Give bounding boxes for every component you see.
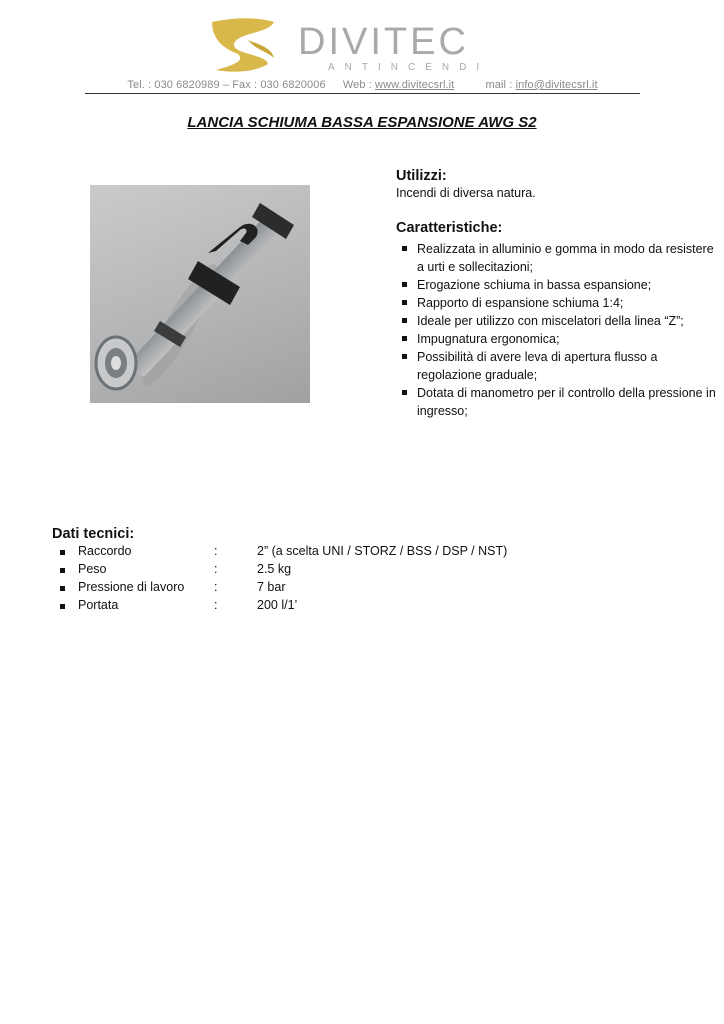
table-row [52, 544, 508, 562]
tech-separator: : [214, 544, 218, 558]
bullet-icon [60, 604, 65, 609]
mail-link[interactable]: info@divitecsrl.it [515, 79, 598, 91]
web-label: Web : [342, 79, 372, 91]
list-item: Realizzata in alluminio e gomma in modo da resistere a urti e sollecitazioni; [396, 240, 716, 276]
tech-value: 7 bar [257, 580, 286, 594]
bullet-icon [60, 586, 65, 591]
table-row [52, 598, 298, 616]
web-link[interactable]: www.divitecsrl.it [375, 79, 455, 91]
product-photo [90, 185, 310, 403]
table-row [52, 580, 286, 598]
bullet-icon [60, 550, 65, 555]
tech-value: 2.5 kg [257, 562, 292, 576]
tech-label: Portata [78, 598, 119, 612]
logo-text: DIVITEC [298, 21, 469, 63]
technical-data [52, 526, 508, 616]
logo-swoosh-icon [212, 18, 274, 71]
tech-value: 200 l/1’ [257, 598, 298, 612]
divitec-logo [208, 14, 508, 76]
features-heading: Caratteristiche: [396, 220, 503, 236]
page-title: LANCIA SCHIUMA BASSA ESPANSIONE AWG S2 [187, 114, 537, 131]
table-row [52, 562, 292, 580]
list-item: Rapporto di espansione schiuma 1:4; [396, 294, 716, 312]
logo-graphic [208, 14, 508, 76]
tech-value: 2” (a scelta UNI / STORZ / BSS / DSP / NST) [257, 544, 508, 558]
tech-heading: Dati tecnici: [52, 526, 135, 542]
bullet-icon [60, 568, 65, 573]
list-item: Ideale per utilizzo con miscelatori della linea “Z”; [396, 312, 716, 330]
list-item: Impugnatura ergonomica; [396, 330, 716, 348]
tech-label: Peso [78, 562, 107, 576]
uses-text: Incendi di diversa natura. [396, 186, 536, 200]
header-divider [85, 93, 640, 94]
foam-nozzle-image [90, 185, 310, 403]
tech-separator: : [214, 580, 218, 594]
features-list [396, 240, 716, 420]
uses-heading: Utilizzi: [396, 168, 447, 184]
tech-separator: : [214, 598, 218, 612]
tech-label: Raccordo [78, 544, 132, 558]
contact-line [85, 79, 640, 91]
logo-subtext: ANTINCENDI [328, 62, 490, 73]
mail-label: mail : [485, 79, 513, 91]
phone-fax: Tel. : 030 6820989 – Fax : 030 6820006 [127, 79, 326, 91]
tech-separator: : [214, 562, 218, 576]
list-item: Erogazione schiuma in bassa espansione; [396, 276, 716, 294]
list-item: Dotata di manometro per il controllo della pressione in ingresso; [396, 384, 716, 420]
description-column [396, 168, 716, 420]
list-item: Possibilità di avere leva di apertura flusso a regolazione graduale; [396, 348, 716, 384]
tech-label: Pressione di lavoro [78, 580, 185, 594]
